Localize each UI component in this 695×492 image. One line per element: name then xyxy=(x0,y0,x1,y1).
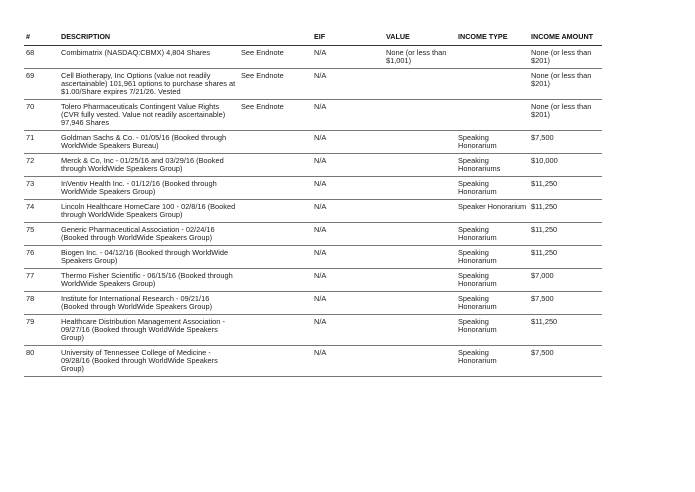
table-header-row xyxy=(24,30,602,46)
cell-income-amount-text: $11,250 xyxy=(531,202,558,211)
cell-income-amount-text: $7,500 xyxy=(531,294,554,303)
cell-description xyxy=(59,100,239,131)
cell-num-text: 77 xyxy=(26,271,35,280)
cell-description-text: Biogen Inc. - 04/12/16 (Booked through WorldWide Speakers Group) xyxy=(61,248,229,265)
cell-eif xyxy=(312,246,384,269)
cell-value xyxy=(384,131,456,154)
cell-eif xyxy=(312,154,384,177)
cell-income-type-text: Speaker Honorarium xyxy=(458,202,527,211)
cell-eif-text: N/A xyxy=(314,48,327,57)
cell-eif-text: N/A xyxy=(314,348,327,357)
cell-num xyxy=(24,315,59,346)
cell-eif-text: N/A xyxy=(314,156,327,165)
cell-num-text: 78 xyxy=(26,294,35,303)
cell-description-text: Cell Biotherapy, Inc Options (value not readily ascertainable) 101,961 options to purchase shares at $1.00/Share expires 7/21/26. Vested xyxy=(61,71,236,96)
cell-income-type-text: Speaking Honorarium xyxy=(458,271,497,288)
cell-source xyxy=(239,315,312,346)
cell-num-text: 79 xyxy=(26,317,35,326)
cell-num-text: 72 xyxy=(26,156,35,165)
cell-value xyxy=(384,100,456,131)
cell-income-amount xyxy=(529,269,602,292)
cell-income-amount xyxy=(529,131,602,154)
cell-income-type xyxy=(456,315,529,346)
cell-income-amount xyxy=(529,223,602,246)
cell-value xyxy=(384,69,456,100)
cell-source xyxy=(239,154,312,177)
cell-source xyxy=(239,200,312,223)
cell-num-text: 74 xyxy=(26,202,35,211)
cell-num xyxy=(24,200,59,223)
cell-income-type-text: Speaking Honorarium xyxy=(458,225,497,242)
cell-source xyxy=(239,269,312,292)
cell-description xyxy=(59,269,239,292)
cell-description-text: Institute for International Research - 09/21/16 (Booked through WorldWide Speakers Group) xyxy=(61,294,213,311)
cell-income-amount xyxy=(529,292,602,315)
cell-income-type xyxy=(456,69,529,100)
cell-num xyxy=(24,69,59,100)
cell-income-amount xyxy=(529,100,602,131)
cell-value xyxy=(384,292,456,315)
cell-income-amount xyxy=(529,200,602,223)
cell-num xyxy=(24,177,59,200)
cell-income-type xyxy=(456,154,529,177)
cell-income-type xyxy=(456,177,529,200)
cell-income-type-text: Speaking Honorarium xyxy=(458,133,497,150)
cell-eif xyxy=(312,100,384,131)
cell-income-amount xyxy=(529,154,602,177)
cell-income-type xyxy=(456,292,529,315)
cell-description-text: InVentiv Health Inc. - 01/12/16 (Booked through WorldWide Speakers Group) xyxy=(61,179,217,196)
cell-income-amount-text: $11,250 xyxy=(531,225,558,234)
table-row xyxy=(24,100,602,131)
cell-source xyxy=(239,177,312,200)
cell-source xyxy=(239,131,312,154)
cell-eif xyxy=(312,69,384,100)
cell-description xyxy=(59,69,239,100)
cell-eif-text: N/A xyxy=(314,202,327,211)
cell-value xyxy=(384,246,456,269)
cell-value xyxy=(384,154,456,177)
cell-source-text: See Endnote xyxy=(241,102,284,111)
cell-income-amount xyxy=(529,315,602,346)
cell-eif-text: N/A xyxy=(314,71,327,80)
table-row xyxy=(24,315,602,346)
cell-eif-text: N/A xyxy=(314,102,327,111)
cell-income-amount xyxy=(529,69,602,100)
cell-income-type xyxy=(456,46,529,69)
cell-value xyxy=(384,200,456,223)
cell-num xyxy=(24,100,59,131)
cell-num-text: 69 xyxy=(26,71,35,80)
cell-value xyxy=(384,223,456,246)
disclosure-table xyxy=(24,30,602,377)
cell-num xyxy=(24,346,59,377)
cell-num xyxy=(24,46,59,69)
cell-income-type-text: Speaking Honorarium xyxy=(458,294,497,311)
cell-eif xyxy=(312,269,384,292)
cell-description-text: Generic Pharmaceutical Association - 02/24/16 (Booked through WorldWide Speakers Group) xyxy=(61,225,215,242)
cell-eif xyxy=(312,346,384,377)
cell-description xyxy=(59,246,239,269)
cell-description-text: Goldman Sachs & Co. - 01/05/16 (Booked through WorldWide Speakers Bureau) xyxy=(61,133,227,150)
header-description: DESCRIPTION xyxy=(59,30,239,46)
cell-description xyxy=(59,223,239,246)
cell-description xyxy=(59,46,239,69)
cell-income-type-text: Speaking Honorarium xyxy=(458,348,497,365)
cell-income-type xyxy=(456,223,529,246)
cell-income-type xyxy=(456,269,529,292)
cell-source-text: See Endnote xyxy=(241,71,284,80)
cell-num xyxy=(24,292,59,315)
cell-num xyxy=(24,269,59,292)
header-eif: EIF xyxy=(312,30,384,46)
cell-description-text: Lincoln Healthcare HomeCare 100 - 02/8/16 (Booked through WorldWide Speakers Group) xyxy=(61,202,236,219)
cell-num xyxy=(24,223,59,246)
cell-eif-text: N/A xyxy=(314,248,327,257)
cell-eif-text: N/A xyxy=(314,317,327,326)
cell-income-amount-text: $10,000 xyxy=(531,156,558,165)
cell-eif-text: N/A xyxy=(314,294,327,303)
cell-income-amount-text: None (or less than $201) xyxy=(531,71,592,88)
cell-source xyxy=(239,69,312,100)
cell-income-amount xyxy=(529,346,602,377)
cell-description xyxy=(59,131,239,154)
cell-value xyxy=(384,346,456,377)
cell-value xyxy=(384,177,456,200)
table-row xyxy=(24,292,602,315)
cell-description-text: Thermo Fisher Scientific - 06/15/16 (Booked through WorldWide Speakers Group) xyxy=(61,271,233,288)
cell-description-text: Healthcare Distribution Management Association - 09/27/16 (Booked through WorldWide Speakers Group) xyxy=(61,317,225,342)
cell-source-text: See Endnote xyxy=(241,48,284,57)
cell-income-type xyxy=(456,200,529,223)
cell-income-amount-text: $7,500 xyxy=(531,348,554,357)
cell-source xyxy=(239,223,312,246)
header-value: VALUE xyxy=(384,30,456,46)
table-row xyxy=(24,223,602,246)
table-row xyxy=(24,200,602,223)
table-row xyxy=(24,46,602,69)
table-row xyxy=(24,131,602,154)
cell-num-text: 71 xyxy=(26,133,35,142)
cell-description xyxy=(59,200,239,223)
cell-value-text: None (or less than $1,001) xyxy=(386,48,447,65)
cell-value xyxy=(384,269,456,292)
cell-value xyxy=(384,46,456,69)
cell-income-amount xyxy=(529,246,602,269)
cell-num xyxy=(24,154,59,177)
cell-income-amount-text: $11,250 xyxy=(531,248,558,257)
header-num: # xyxy=(24,30,59,46)
header-source xyxy=(239,30,312,46)
cell-income-amount-text: $11,250 xyxy=(531,179,558,188)
cell-eif xyxy=(312,46,384,69)
cell-num xyxy=(24,246,59,269)
cell-description-text: University of Tennessee College of Medicine - 09/28/16 (Booked through WorldWide Speakers Group) xyxy=(61,348,218,373)
cell-description xyxy=(59,154,239,177)
cell-income-amount xyxy=(529,177,602,200)
cell-eif-text: N/A xyxy=(314,225,327,234)
cell-income-amount-text: None (or less than $201) xyxy=(531,102,592,119)
cell-income-type xyxy=(456,346,529,377)
table-body xyxy=(24,46,602,377)
cell-description-text: Combimatrix (NASDAQ:CBMX) 4,804 Shares xyxy=(61,48,211,57)
cell-income-amount-text: $11,250 xyxy=(531,317,558,326)
cell-description xyxy=(59,315,239,346)
cell-source xyxy=(239,246,312,269)
cell-num-text: 70 xyxy=(26,102,35,111)
cell-income-type xyxy=(456,246,529,269)
cell-eif-text: N/A xyxy=(314,133,327,142)
cell-income-type-text: Speaking Honorariums xyxy=(458,156,501,173)
cell-income-type-text: Speaking Honorarium xyxy=(458,317,497,334)
table-row xyxy=(24,154,602,177)
cell-description xyxy=(59,346,239,377)
cell-income-amount-text: $7,000 xyxy=(531,271,554,280)
cell-income-amount-text: None (or less than $201) xyxy=(531,48,592,65)
cell-description-text: Tolero Pharmaceuticals Contingent Value Rights (CVR fully vested. Value not readily ascertainable) 97,946 Shares xyxy=(61,102,226,127)
cell-income-type-text: Speaking Honorarium xyxy=(458,179,497,196)
cell-num-text: 76 xyxy=(26,248,35,257)
cell-eif xyxy=(312,200,384,223)
cell-description xyxy=(59,292,239,315)
cell-num-text: 75 xyxy=(26,225,35,234)
cell-income-amount xyxy=(529,46,602,69)
header-income-type: INCOME TYPE xyxy=(456,30,529,46)
cell-num-text: 73 xyxy=(26,179,35,188)
cell-description xyxy=(59,177,239,200)
cell-eif xyxy=(312,223,384,246)
cell-num xyxy=(24,131,59,154)
cell-description-text: Merck & Co, Inc - 01/25/16 and 03/29/16 (Booked through WorldWide Speakers Group) xyxy=(61,156,224,173)
table-row xyxy=(24,177,602,200)
cell-num-text: 80 xyxy=(26,348,35,357)
table-row xyxy=(24,346,602,377)
cell-income-amount-text: $7,500 xyxy=(531,133,554,142)
table-row xyxy=(24,69,602,100)
table-row xyxy=(24,246,602,269)
header-income-amount: INCOME AMOUNT xyxy=(529,30,602,46)
cell-eif-text: N/A xyxy=(314,271,327,280)
cell-income-type-text: Speaking Honorarium xyxy=(458,248,497,265)
cell-source xyxy=(239,346,312,377)
cell-income-type xyxy=(456,131,529,154)
cell-source xyxy=(239,46,312,69)
table-row xyxy=(24,269,602,292)
cell-eif xyxy=(312,292,384,315)
cell-eif xyxy=(312,177,384,200)
cell-value xyxy=(384,315,456,346)
cell-source xyxy=(239,100,312,131)
cell-eif xyxy=(312,315,384,346)
cell-income-type xyxy=(456,100,529,131)
cell-source xyxy=(239,292,312,315)
cell-eif xyxy=(312,131,384,154)
cell-num-text: 68 xyxy=(26,48,35,57)
cell-eif-text: N/A xyxy=(314,179,327,188)
